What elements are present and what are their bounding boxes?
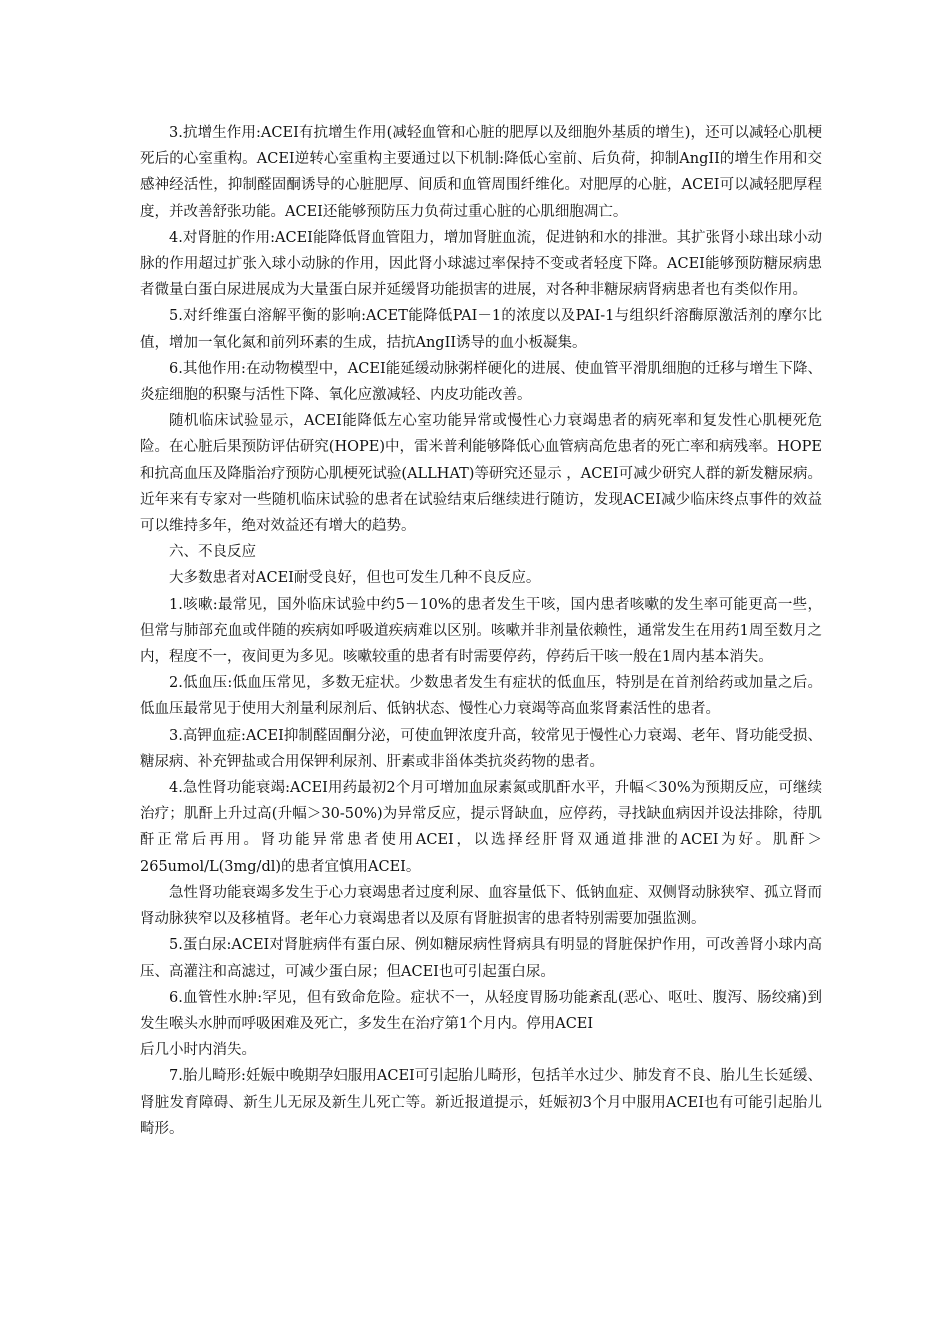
paragraph-angioedema: 6.血管性水肿:罕见，但有致命危险。症状不一，从轻度胃肠功能紊乱(恶心、呕吐、腹泻、肠绞痛)到发生喉头水肿而呼吸困难及死亡，多发生在治疗第1个月内。停用ACEI — [140, 989, 822, 1032]
paragraph-hyperkalemia: 3.高钾血症:ACEI抑制醛固酮分泌，可使血钾浓度升高，较常见于慢性心力衰竭、老年、肾功能受损、糖尿病、补充钾盐或合用保钾利尿剂、肝素或非甾体类抗炎药物的患者。 — [140, 727, 822, 770]
paragraph-acute-renal-failure: 4.急性肾功能衰竭:ACEI用药最初2个月可增加血尿素氮或肌酐水平，升幅＜30%为预期反应，可继续治疗；肌酐上升过高(升幅＞30-50%)为异常反应，提示肾缺血，应停药，寻找缺血病因并设法排除，待肌酐正常后再用。肾功能异常患者使用ACEI，以选择经肝肾双通道排泄的ACEI为好。肌酐＞265umol/L(3mg/dl)的患者宜慎用ACEI。 — [140, 780, 822, 875]
paragraph-hypotension: 2.低血压:低血压常见，多数无症状。少数患者发生有症状的低血压，特别是在首剂给药或加量之后。低血压最常见于使用大剂量利尿剂后、低钠状态、慢性心力衰竭等高血浆肾素活性的患者。 — [140, 675, 822, 718]
paragraph-angioedema-continued: 后几小时内消失。 — [140, 1042, 256, 1059]
paragraph-renal-failure-risk: 急性肾功能衰竭多发生于心力衰竭患者过度利尿、血容量低下、低钠血症、双侧肾动脉狭窄、孤立肾而肾动脉狭窄以及移植肾。老年心力衰竭患者以及原有肾脏损害的患者特别需要加强监测。 — [140, 884, 822, 928]
paragraph-clinical-trials: 随机临床试验显示，ACEI能降低左心室功能异常或慢性心力衰竭患者的病死率和复发性心肌梗死危险。在心脏后果预防评估研究(HOPE)中，雷米普利能够降低心血管病高危患者的死亡率和病残率。HOPE和抗高血压及降脂治疗预防心肌梗死试验(ALLHAT)等研究还显示 ，ACEI可减少研究人群的新发糖尿病。近年来有专家对一些随机临床试验的患者在试验结束后继续进行随访，发现ACEI减少临床终点事件的效益可以维持多年，绝对效益还有增大的趋势。 — [140, 413, 822, 535]
paragraph-other-effects: 6.其他作用:在动物模型中，ACEI能延缓动脉粥样硬化的进展、使血管平滑肌细胞的迁移与增生下降、炎症细胞的积聚与活性下降、氧化应激减轻、内皮功能改善。 — [140, 360, 822, 404]
paragraph-fibrinolysis: 5.对纤维蛋白溶解平衡的影响:ACET能降低PAI－1的浓度以及PAI-1与组织纤溶酶原激活剂的摩尔比值，增加一氧化氮和前列环素的生成，拮抗AngII诱导的血小板凝集。 — [140, 308, 822, 351]
document-page — [140, 120, 822, 1142]
paragraph-renal-effect: 4.对肾脏的作用:ACEI能降低肾血管阻力，增加肾脏血流，促进钠和水的排泄。其扩张肾小球出球小动脉的作用超过扩张入球小动脉的作用，因此肾小球滤过率保持不变或者轻度下降。ACEI能够预防糖尿病患者微量白蛋白尿进展成为大量蛋白尿并延缓肾功能损害的进展，对各种非糖尿病肾病患者也有类似作用。 — [140, 229, 822, 299]
paragraph-antiproliferative: 3.抗增生作用:ACEI有抗增生作用(减轻血管和心脏的肥厚以及细胞外基质的增生)，还可以减轻心肌梗死后的心室重构。ACEI逆转心室重构主要通过以下机制:降低心室前、后负荷，抑制AngII的增生作用和交感神经活性，抑制醛固酮诱导的心脏肥厚、间质和血管周围纤维化。对肥厚的心脏，ACEI可以减轻肥厚程度，并改善舒张功能。ACEI还能够预防压力负荷过重心脏的心肌细胞凋亡。 — [140, 125, 822, 220]
paragraph-fetal-malformation: 7.胎儿畸形:妊娠中晚期孕妇服用ACEI可引起胎儿畸形，包括羊水过少、肺发育不良、胎儿生长延缓、肾脏发育障碍、新生儿无尿及新生儿死亡等。新近报道提示，妊娠初3个月中服用ACEI也有可能引起胎儿畸形。 — [140, 1068, 822, 1137]
paragraph-proteinuria: 5.蛋白尿:ACEI对肾脏病伴有蛋白尿、例如糖尿病性肾病具有明显的肾脏保护作用，可改善肾小球内高压、高灌注和高滤过，可减少蛋白尿；但ACEI也可引起蛋白尿。 — [140, 937, 822, 980]
section-heading-adverse-reactions: 六、不良反应 — [169, 544, 256, 561]
paragraph-tolerance: 大多数患者对ACEI耐受良好，但也可发生几种不良反应。 — [169, 570, 541, 587]
paragraph-cough: 1.咳嗽:最常见，国外临床试验中约5－10%的患者发生干咳，国内患者咳嗽的发生率可能更高一些，但常与肺部充血或伴随的疾病如呼吸道疾病难以区别。咳嗽并非剂量依赖性，通常发生在用药1周至数月之内，程度不一，夜间更为多见。咳嗽较重的患者有时需要停药，停药后干咳一般在1周内基本消失。 — [140, 596, 822, 666]
